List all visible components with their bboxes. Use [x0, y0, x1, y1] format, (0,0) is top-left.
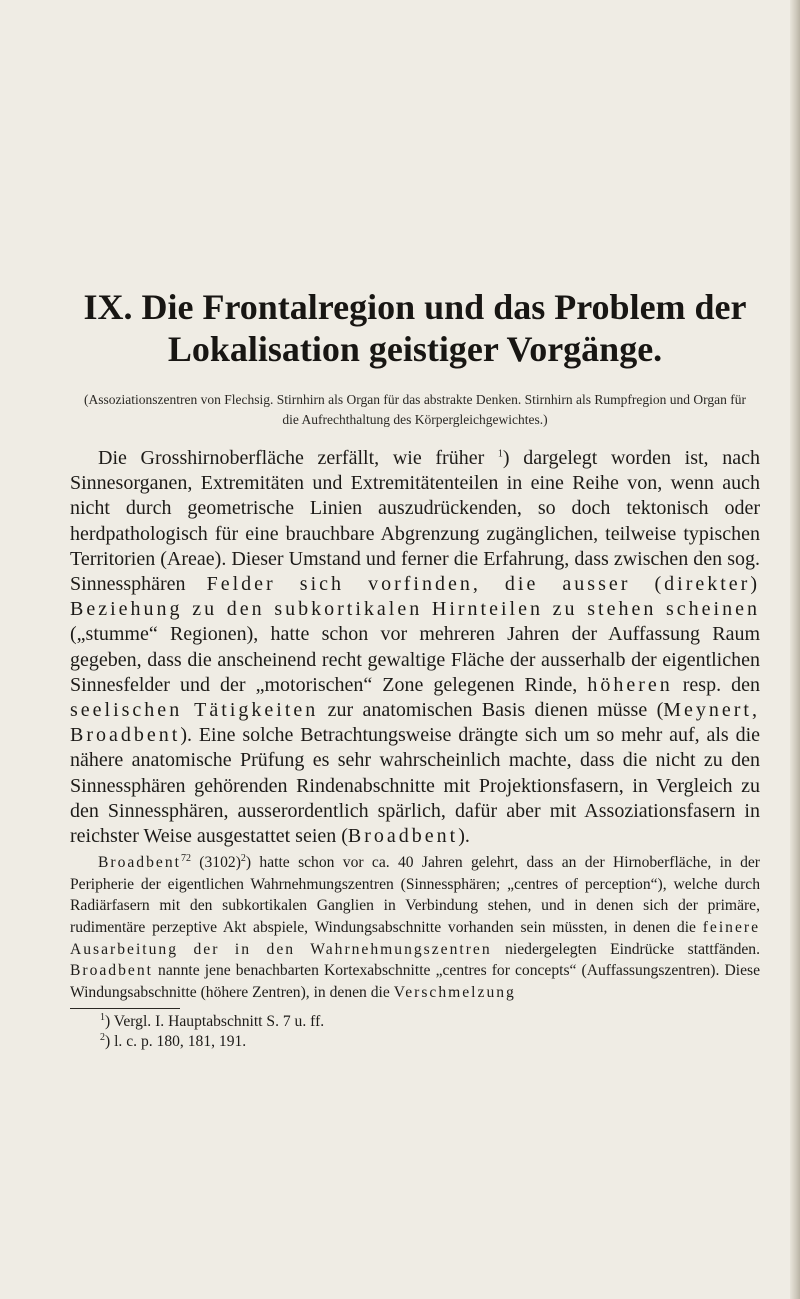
footnote-ref-2: 2: [240, 853, 246, 865]
page-edge: [790, 0, 800, 1299]
text-run: („stumme“ Regionen), hatte schon vor mehreren Jahren der Auffassung Raum gegeben, dass die anscheinend recht gewaltige Fläche der ausserhalb der eigentlichen Sinnesfelder und der „motorischen“ Zone gelegenen Rinde,: [70, 623, 760, 696]
page-content: [70, 286, 760, 1052]
footnote-divider: [70, 1008, 180, 1009]
footnote-text: ) l. c. p. 180, 181, 191.: [105, 1033, 247, 1051]
spaced-emphasis: Felder sich vorfinden, die ausser (direkter) Beziehung zu den subkortikalen Hirnteilen zu stehen scheinen: [70, 573, 760, 621]
reference-number: 72: [180, 853, 191, 865]
text-run: ). Eine solche Betrachtungsweise drängte sich um so mehr auf, als die nähere anatomische Prüfung es sehr wahrscheinlich machte, dass die nicht zu den Sinnessphären gehörenden Rindenabschnitte mit Projektionsfasern, in Vergleich zu den Sinnessphären, ausserordentlich spärlich, dafür aber mit Assoziationsfasern in reichster Weise ausgestattet seien (: [70, 724, 760, 848]
text-run: nannte jene benachbarten Kortexabschnitte „centres for concepts“ (Auffassungszentren). Diese Windungsabschnitte (höhere Zentren), in denen die: [70, 962, 760, 1001]
footnote-mark: 1: [100, 1012, 105, 1024]
text-run: ) hatte schon vor ca. 40 Jahren gelehrt, dass an der Hirnoberfläche, in der Peripherie der eigentlichen Wahrnehmungszentren (Sinnessphären; „centres of perception“), welche durch Radiärfasern mit den subkortikalen Ganglien in Verbindung stehen, und in denen sich der primäre, rudimentäre perzeptive Akt abspiele, Windungsabschnitte vorhanden sein müssten, in denen die: [70, 854, 760, 937]
spaced-emphasis: Verschmelzung: [393, 983, 516, 1001]
footnote-mark: 2: [100, 1032, 105, 1044]
author-name: Broadbent: [347, 825, 459, 848]
text-run: zur anatomischen Basis dienen müsse (: [318, 699, 664, 722]
footnote-text: ) Vergl. I. Hauptabschnitt S. 7 u. ff.: [105, 1013, 325, 1031]
main-paragraph: [70, 446, 760, 849]
chapter-heading: [70, 286, 760, 370]
text-run: Die Grosshirnoberfläche zerfällt, wie früher: [98, 447, 498, 469]
spaced-emphasis: feinere Ausarbeitung der in den Wahrnehmungszentren: [70, 919, 760, 958]
footnotes: [70, 1012, 760, 1052]
author-name: Broadbent: [70, 962, 153, 980]
author-name: Broadbent: [98, 854, 181, 872]
text-run: resp. den: [672, 673, 761, 696]
footnote-2: [70, 1032, 760, 1052]
text-run: (3102): [190, 854, 241, 872]
chapter-summary: (Assoziationszentren von Flechsig. Stirnhirn als Organ für das abstrakte Denken. Stirnhirn als Rumpfregion und Organ für die Aufrechthaltung des Körpergleichgewichtes.): [84, 392, 746, 427]
chapter-heading-line-1: IX. Die Frontalregion und das Problem der: [83, 287, 747, 327]
spaced-emphasis: seelischen Tätigkeiten: [70, 699, 319, 722]
text-run: niedergelegten Eindrücke stattfänden.: [491, 940, 760, 958]
author-name: Meynert, Broadbent: [70, 699, 760, 747]
spaced-emphasis: höheren: [587, 673, 673, 696]
text-run: ).: [458, 825, 470, 848]
small-print-paragraph: [70, 852, 760, 1003]
text-run: ) dargelegt worden ist, nach Sinnesorganen, Extremitäten und Extremitätenteilen in eine Reihe von, wenn auch nicht durch geometrische Linien auszudrückenden, so doch tektonisch oder herdpathologisch für eine brauchbare Abgrenzung zugänglichen, teilweise typischen Territorien (Areae). Dieser Umstand und ferner die Erfahrung, dass zwischen den sog. Sinnessphären: [70, 447, 760, 596]
footnote-ref-1: 1: [497, 448, 503, 460]
footnote-1: [70, 1012, 760, 1032]
chapter-heading-line-2: Lokalisation geistiger Vorgänge.: [167, 329, 663, 369]
